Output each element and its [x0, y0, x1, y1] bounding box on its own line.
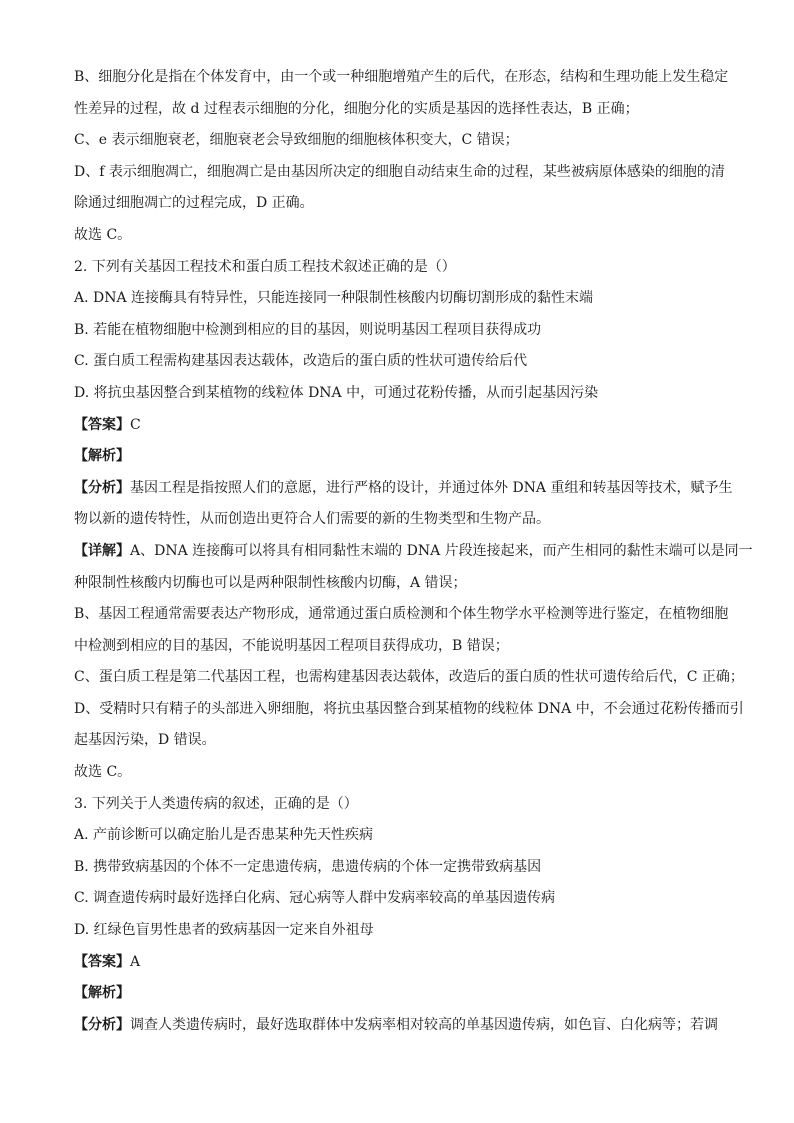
question-2-option-d: D. 将抗虫基因整合到某植物的线粒体 DNA 中，可通过花粉传播，从而引起基因污染: [74, 384, 599, 401]
question-2-option-c: C. 蛋白质工程需构建基因表达载体，改造后的蛋白质的性状可遗传给后代: [74, 353, 528, 370]
answer-line: [74, 410, 724, 442]
answer-value: C: [130, 416, 141, 433]
document-page: [74, 62, 753, 1041]
detail-line: C、蛋白质工程是第二代基因工程，也需构建基因表达载体，改造后的蛋白质的性状可遗传给后代，C 正确；: [74, 669, 744, 686]
detail-line: 起基因污染，D 错误。: [74, 732, 216, 749]
question-3-option-d: D. 红绿色盲男性患者的致病基因一定来自外祖母: [74, 922, 374, 939]
answer-value: A: [130, 953, 141, 970]
question-3-option-b: B. 携带致病基因的个体不一定患遗传病，患遗传病的个体一定携带致病基因: [74, 858, 542, 875]
question-2-option-a: A. DNA 连接酶具有特异性，只能连接同一种限制性核酸内切酶切割形成的黏性末端: [74, 290, 594, 307]
detail-tag: 【详解】: [74, 542, 130, 559]
text-line: C、e 表示细胞衰老，细胞衰老会导致细胞的细胞核体积变大，C 错误；: [74, 132, 519, 149]
answer-tag: 【答案】: [74, 416, 130, 433]
detail-text: A、DNA 连接酶可以将具有相同黏性末端的 DNA 片段连接起来，而产生相同的黏性末端可以是同一: [130, 542, 753, 559]
text-line: 故选 C。: [74, 226, 132, 243]
analysis-line: 物以新的遗传特性，从而创造出更符合人们需要的新的生物类型和生物产品。: [74, 511, 550, 528]
detail-line: B、基因工程通常需要表达产物形成，通常通过蛋白质检测和个体生物学水平检测等进行鉴定，在植物细胞: [74, 606, 729, 623]
detail-line: 中检测到相应的目的基因，不能说明基因工程项目获得成功，B 错误；: [74, 637, 509, 654]
question-2-stem: 2. 下列有关基因工程技术和蛋白质工程技术叙述正确的是（）: [74, 258, 456, 275]
question-3-stem: 3. 下列关于人类遗传病的叙述，正确的是（）: [74, 795, 358, 812]
text-line: D、f 表示细胞凋亡，细胞凋亡是由基因所决定的细胞自动结束生命的过程，某些被病原体感染的细胞的清: [74, 163, 725, 180]
question-3-option-c: C. 调查遗传病时最好选择白化病、冠心病等人群中发病率较高的单基因遗传病: [74, 890, 556, 907]
analysis-tag: 【分析】: [74, 479, 130, 496]
detail-line: D、受精时只有精子的头部进入卵细胞，将抗虫基因整合到某植物的线粒体 DNA 中，不会通过花粉传播而引: [74, 700, 744, 717]
explanation-heading: [74, 978, 724, 1010]
explanation-heading: [74, 441, 724, 473]
text-line: 性差异的过程，故 d 过程表示细胞的分化，细胞分化的实质是基因的选择性表达，B 正确；: [74, 100, 639, 117]
analysis-tag: 【分析】: [74, 1016, 130, 1033]
detail-line: [74, 536, 753, 568]
question-2-option-b: B. 若能在植物细胞中检测到相应的目的基因，则说明基因工程项目获得成功: [74, 321, 542, 338]
analysis-line: [74, 1010, 724, 1042]
explanation-tag: 【解析】: [74, 985, 130, 1002]
analysis-text: 基因工程是指按照人们的意愿，进行严格的设计，并通过体外 DNA 重组和转基因等技术，赋予生: [130, 479, 733, 496]
answer-line: [74, 947, 724, 979]
answer-tag: 【答案】: [74, 953, 130, 970]
conclusion-line: 故选 C。: [74, 764, 132, 781]
text-line: 除通过细胞凋亡的过程完成，D 正确。: [74, 195, 314, 212]
text-line: B、细胞分化是指在个体发育中，由一个或一种细胞增殖产生的后代，在形态，结构和生理功能上发生稳定: [74, 69, 729, 85]
question-3-option-a: A. 产前诊断可以确定胎儿是否患某种先天性疾病: [74, 827, 374, 844]
explanation-tag: 【解析】: [74, 448, 130, 465]
analysis-line: [74, 473, 733, 505]
analysis-text: 调查人类遗传病时，最好选取群体中发病率相对较高的单基因遗传病，如色盲、白化病等；若调: [130, 1016, 718, 1033]
detail-line: 种限制性核酸内切酶也可以是两种限制性核酸内切酶，A 错误；: [74, 574, 467, 591]
